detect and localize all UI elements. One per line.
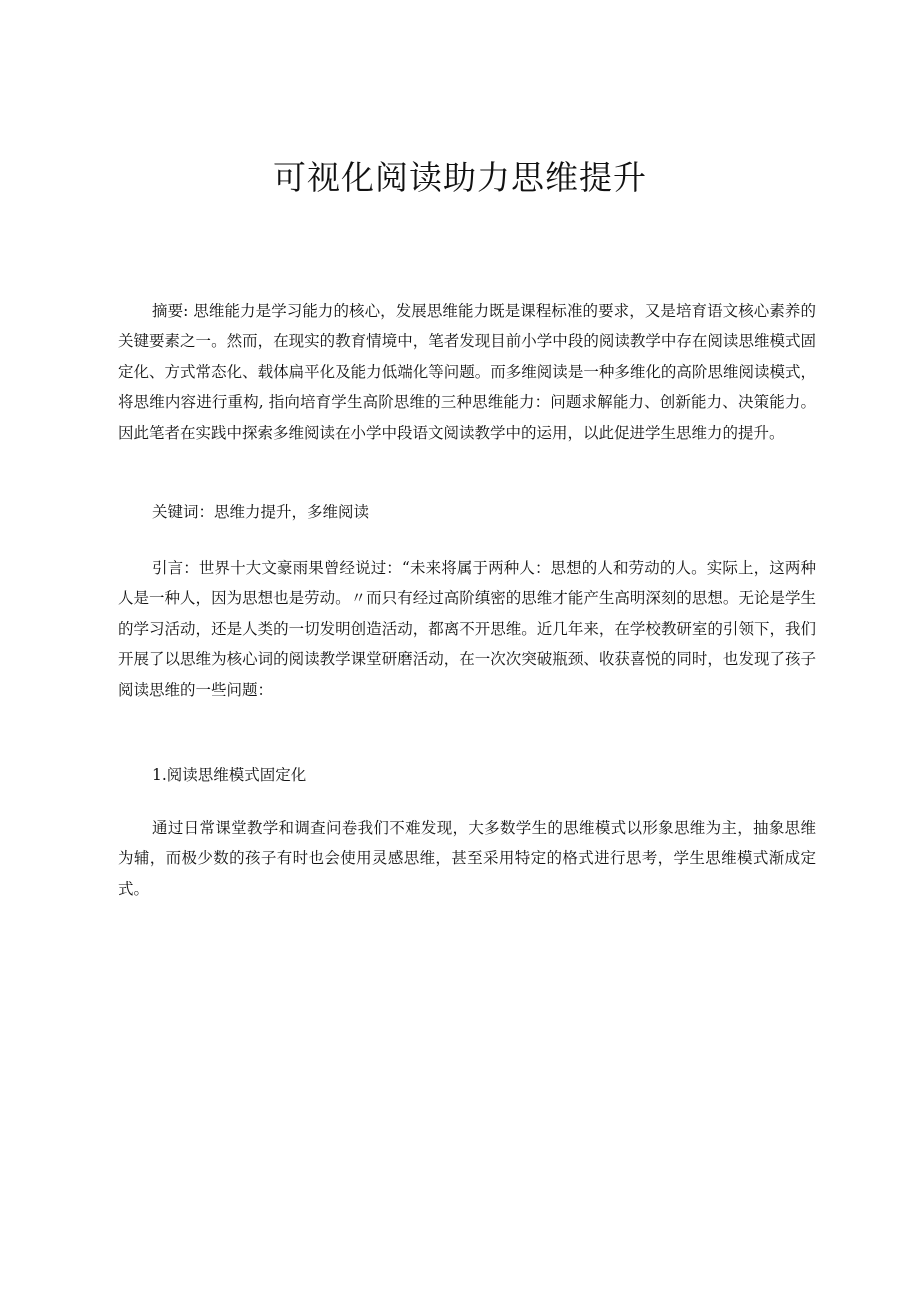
keywords-line: 关键词：思维力提升，多维阅读 (152, 503, 370, 521)
section-body-paragraph: 通过日常课堂教学和调查问卷我们不难发现，大多数学生的思维模式以形象思维为主，抽象思维为辅，而极少数的孩子有时也会使用灵感思维，甚至采用特定的格式进行思考，学生思维模式渐成定式。 (118, 819, 816, 898)
section-heading: 1.阅读思维模式固定化 (152, 766, 307, 784)
abstract-paragraph: 摘要: 思维能力是学习能力的核心，发展思维能力既是课程标准的要求，又是培育语文核心素养的关键要素之一。然而，在现实的教育情境中，笔者发现目前小学中段的阅读教学中存在阅读思维模式固定化、方式常态化、载体扁平化及能力低端化等问题。而多维阅读是一种多维化的高阶思维阅读模式，将思维内容进行重构, 指向培育学生高阶思维的三种思维能力：问题求解能力、创新能力、决策能力。因此笔者在实践中探索多维阅读在小学中段语文阅读教学中的运用，以此促进学生思维力的提升。 (118, 302, 816, 442)
document-title: 可视化阅读助力思维提升 (273, 158, 647, 197)
introduction-paragraph: 引言：世界十大文豪雨果曾经说过：“未来将属于两种人：思想的人和劳动的人。实际上，这两种人是一种人，因为思想也是劳动。〃而只有经过高阶缜密的思维才能产生高明深刻的思想。无论是学生的学习活动，还是人类的一切发明创造活动，都离不开思维。近几年来，在学校教研室的引领下，我们开展了以思维为核心词的阅读教学课堂研磨活动，在一次次突破瓶颈、收获喜悦的同时，也发现了孩子阅读思维的一些问题： (118, 559, 816, 699)
